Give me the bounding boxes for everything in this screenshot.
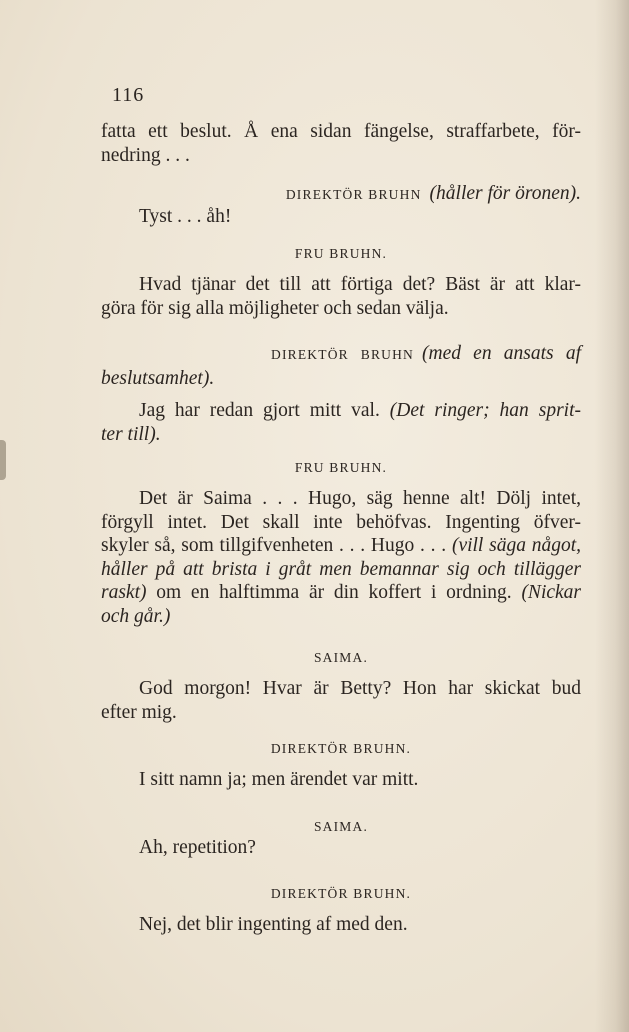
- p4-line-2: förgyll intet. Det skall inte behöfvas. Ingenting öfver-: [101, 511, 581, 533]
- p5-line-2: efter mig.: [101, 701, 177, 723]
- p3-line-1: [101, 399, 581, 423]
- p4-line-3: [101, 534, 581, 558]
- stage-direction-3b: beslutsamhet).: [101, 367, 215, 389]
- p4-text-5: om en halftimma är din koffert i ordning.: [156, 582, 512, 603]
- s3-line-2: [101, 367, 581, 391]
- p3-line-2: [101, 423, 581, 447]
- stage-direction-1: (håller för öronen).: [429, 183, 581, 204]
- paragraph-6: [101, 768, 581, 792]
- p4-line-4: [101, 558, 581, 582]
- stage-direction-4b: håller på att brista i gråt men bemannar sig och tillägger: [101, 558, 581, 580]
- p5-line-1: God morgon! Hvar är Betty? Hon har skickat bud: [139, 678, 581, 699]
- spine-shadow: [595, 0, 629, 1032]
- speaker-name-3: DIREKTÖR BRUHN: [271, 347, 414, 362]
- p4-line-6: [101, 605, 581, 629]
- stage-direction-3d: ter till).: [101, 423, 161, 445]
- speaker-name-5: SAIMA.: [313, 650, 369, 665]
- p4-line-1: Det är Saima . . . Hugo, säg henne alt! Dölj intet,: [139, 488, 581, 509]
- p3-text: Jag har redan gjort mitt val.: [139, 400, 380, 421]
- p6-line-1: I sitt namn ja; men ärendet var mitt.: [139, 769, 419, 790]
- speaker-line-1: [101, 182, 581, 207]
- page-number: 116: [112, 84, 145, 106]
- l1-text: Tyst . . . åh!: [139, 206, 232, 227]
- stage-direction-4e: och går.): [101, 605, 171, 627]
- paragraph-8: [101, 913, 581, 937]
- p2-line-1: Hvad tjänar det till att förtiga det? Bäst är att klar-: [139, 274, 581, 295]
- p1-line-2: nedring . . .: [101, 144, 190, 166]
- stage-direction-3c: (Det ringer; han sprit-: [389, 400, 581, 421]
- paragraph-3: [101, 399, 581, 446]
- p4-line-5: [101, 581, 581, 605]
- stage-direction-3a: (med en ansats af: [422, 343, 581, 364]
- p7-line-1: Ah, repetition?: [139, 837, 256, 858]
- speaker-name-7: SAIMA.: [313, 819, 369, 834]
- paragraph-5: [101, 677, 581, 724]
- stage-direction-4d: (Nickar: [521, 582, 582, 603]
- speaker-name-8: DIREKTÖR BRUHN.: [270, 886, 412, 901]
- paragraph-7: [101, 836, 581, 860]
- paragraph-1: [101, 120, 581, 167]
- speaker-name-4: FRU BRUHN.: [294, 460, 388, 475]
- stage-direction-4c: raskt): [101, 582, 147, 603]
- p2-line-2: göra för sig alla möjligheter och sedan välja.: [101, 297, 449, 319]
- speaker-line-3: [101, 342, 581, 390]
- p8-line-1: Nej, det blir ingenting af med den.: [139, 914, 408, 935]
- paragraph-line-1: [139, 205, 581, 229]
- speaker-name-6: DIREKTÖR BRUHN.: [270, 741, 412, 756]
- speaker-name-1: DIREKTÖR BRUHN: [285, 187, 422, 202]
- p1-line-1: fatta ett beslut. Å ena sidan fängelse, straffarbete, för-: [101, 121, 581, 142]
- paragraph-4: [101, 487, 581, 628]
- p4-text-3: skyler så, som tillgifvenheten . . . Hugo . . .: [101, 535, 447, 556]
- page-edge-mark: [0, 440, 6, 480]
- stage-direction-4a: (vill säga något,: [451, 535, 582, 556]
- paragraph-2: [101, 273, 581, 320]
- speaker-name-2: FRU BRUHN.: [294, 246, 388, 261]
- s3-line-1: [101, 342, 581, 367]
